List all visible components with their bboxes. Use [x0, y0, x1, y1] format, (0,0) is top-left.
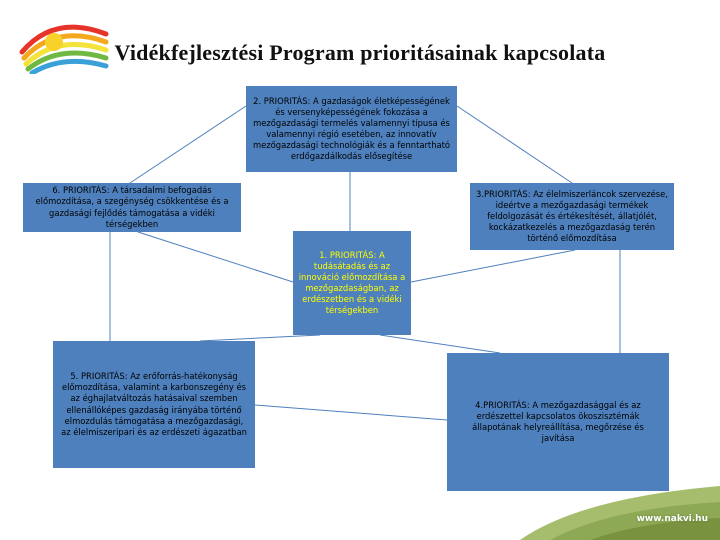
- footer-url: www.nakvi.hu: [636, 514, 708, 524]
- priority-3-text: 3.PRIORITÁS: Az élelmiszerláncok szervezése, ideértve a mezőgazdasági termékek feldolgozását és értékesítését, állatjólét, kockázatkezelés a mezőgazdaság terén történő előmozdítása: [476, 188, 668, 244]
- priority-4-text: 4.PRIORITÁS: A mezőgazdasággal és az erdészettel kapcsolatos ökoszisztémák állapotának helyreállítása, megőrzése és javítása: [472, 399, 644, 444]
- priority-4-box: [447, 353, 669, 491]
- priority-5-text: 5. PRIORITÁS: Az erőforrás-hatékonyság előmozdítása, valamint a karbonszegény és az éghajlatváltozás hatásaival szemben ellenállóképes gazdaság irányába történő elmozdulás támogatása a mezőgazdasági, az élelmiszeripari és az erdészeti ágazatban: [61, 371, 247, 437]
- priority-2-box: [246, 86, 457, 172]
- priority-5-box: [53, 341, 255, 468]
- priority-6-box: [23, 183, 241, 232]
- page-title: Vidékfejlesztési Program prioritásainak kapcsolata: [114, 40, 606, 65]
- priority-1-box: [293, 231, 411, 335]
- priority-1-text: 1. PRIORITÁS: A tudásátadás és az innováció előmozdítása a mezőgazdaságban, az erdészetben és a vidéki térségekben: [298, 249, 406, 316]
- footer-landscape-graphic: [520, 478, 720, 540]
- priority-3-box: [470, 183, 674, 250]
- priority-2-text: 2. PRIORITÁS: A gazdaságok életképességének és versenyképességének fokozása a mezőgazdasági termelés valamennyi típusa és valamennyi régió esetében, az innovatív mezőgazdasági technológiák és a fenntartható erdőgazdálkodás elősegítése: [252, 95, 451, 162]
- priority-6-text: 6. PRIORITÁS: A társadalmi befogadás előmozdítása, a szegénység csökkentése és a gazdasági fejlődés támogatása a vidéki térségekben: [35, 185, 229, 229]
